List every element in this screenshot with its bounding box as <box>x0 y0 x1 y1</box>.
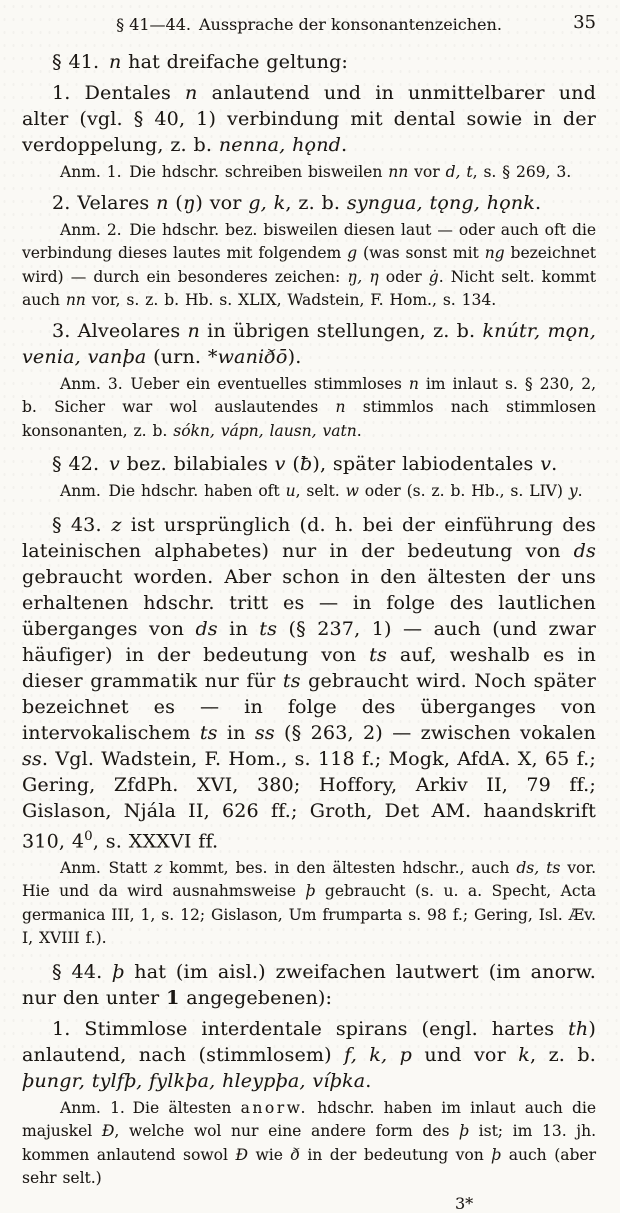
text-run: wie <box>247 1145 291 1164</box>
annotation-paragraph <box>22 219 596 313</box>
text-run: n <box>108 51 122 73</box>
text-run: hat (im aisl.) zweifachen lautwert (im anorw. nur den unter <box>22 960 596 1009</box>
text-run: . Nicht selt. kommt auch <box>22 267 597 309</box>
text-run: z <box>111 513 122 536</box>
text-run: g <box>347 244 358 262</box>
text-run: n <box>185 82 198 104</box>
text-run: , welche wol nur eine andere form des <box>114 1122 460 1141</box>
text-run: auf, weshalb es in dieser grammatik nur für <box>22 643 596 692</box>
text-run: angegebenen): <box>179 986 333 1009</box>
text-run: ts <box>259 617 278 640</box>
text-run: ŋ, η <box>347 267 379 286</box>
annotation-paragraph <box>22 373 596 444</box>
text-run: nn <box>388 163 409 181</box>
text-run: ts <box>199 721 218 744</box>
text-run: , s. § 269, 3. <box>472 163 572 181</box>
text-run: und vor <box>412 1043 519 1066</box>
text-run: þ <box>459 1122 470 1141</box>
text-run: v <box>540 453 552 475</box>
annotation-paragraph <box>22 480 596 504</box>
text-run: n <box>156 191 169 214</box>
text-run: bezeichnet wird) — durch ein besonderes zeichen: <box>22 244 596 286</box>
text-run: syngua, tǫng, hǫnk <box>346 191 535 214</box>
text-run: sókn, vápn, lausn, vatn <box>173 421 357 440</box>
text-run: þungr, tylfþ, fylkþa, hleypþa, víþka <box>22 1069 366 1092</box>
text-run: . <box>551 453 558 475</box>
text-run: (urn. <box>146 345 208 368</box>
text-run: ss <box>254 721 275 744</box>
text-run: Đ <box>235 1145 248 1164</box>
text-run: knútr, mǫn, venia, vanþa <box>22 319 596 368</box>
text-run: g, k <box>248 191 286 214</box>
text-run: ds <box>195 617 218 640</box>
text-run: . <box>365 1069 372 1092</box>
text-run: in <box>217 617 260 640</box>
text-run: *waniðō <box>207 345 288 368</box>
text-run: Anm. 3. Ueber ein eventuelles stimmloses <box>60 374 409 393</box>
text-run: anlautend und in unmittelbarer und alter (vgl. § 40, 1) verbindung mit dental sowie in der verdoppelung, z. b. <box>22 82 597 156</box>
text-run: ð <box>290 1145 300 1164</box>
signature-mark: 3* <box>455 1193 474 1213</box>
text-run: anorw. <box>240 1098 308 1117</box>
section-paragraph <box>22 512 596 854</box>
text-run: w <box>345 482 359 500</box>
text-run: . <box>356 421 362 440</box>
text-run: ts <box>369 643 387 666</box>
text-run: nenna, hǫnd <box>218 134 341 156</box>
text-run: ds <box>573 539 596 562</box>
text-run: 1. Dentales <box>52 82 186 104</box>
text-run: ), später labiodentales <box>312 453 541 475</box>
text-run: ). <box>287 345 302 368</box>
text-run: ts <box>282 669 301 692</box>
text-run: Anm. 1. Die ältesten <box>60 1098 241 1117</box>
text-run: . <box>341 134 348 156</box>
text-run: . Vgl. Wadstein, F. Hom., s. 118 f.; Mogk, AfdA. X, 65 f.; Gering, ZfdPh. XVI, 380; Hoffory, Arkiv II, 79 ff.; Gislason, Njála II, 626 ff.; Groth, Det AM. haandskrift 310, 4 <box>22 747 596 852</box>
section-paragraph <box>22 451 596 477</box>
text-run: § 41. <box>52 51 109 73</box>
text-run: . <box>577 482 583 500</box>
text-run: ng <box>484 244 505 262</box>
text-run: (§ 237, 1) — auch (und zwar häufiger) in der bedeutung von <box>22 617 596 666</box>
body-paragraph <box>22 318 596 370</box>
text-run: k <box>518 1043 530 1066</box>
text-run: ) vor <box>195 191 249 214</box>
text-run: vor. Hie und da wird ausnahmsweise <box>22 858 597 901</box>
text-run: gebraucht (s. u. a. Specht, Acta germanica III, 1, s. 12; Gislason, Um frumparta s. 98 f.; Gering, Isl. Æv. I, XVIII f.). <box>22 882 596 948</box>
text-run: n <box>187 319 200 342</box>
text-run: vor, s. z. b. Hb. s. XLIX, Wadstein, F. Hom., s. 134. <box>85 291 497 309</box>
text-run: oder <box>378 267 429 286</box>
text-run: Anm. Die hdschr. haben oft <box>60 482 286 500</box>
text-run: , s. XXXVI ff. <box>92 829 219 852</box>
text-run: vor <box>408 163 446 181</box>
text-run: (was sonst mit <box>357 244 485 262</box>
text-run: , z. b. <box>529 1043 596 1066</box>
running-title: § 41—44. Aussprache der konsonantenzeichen. <box>116 15 502 34</box>
text-run: ist; im 13. jh. kommen anlautend sowol <box>22 1122 596 1164</box>
text-run: nn <box>65 291 86 309</box>
text-run: stimmlos nach stimmlosen konsonanten, z. b. <box>22 398 596 440</box>
annotation-paragraph <box>22 857 596 951</box>
text-run: im inlaut s. § 230, 2, b. Sicher war wol auslautendes <box>22 374 597 416</box>
text-run: ŋ <box>182 191 196 214</box>
text-run: 3. Alveolares <box>52 319 188 342</box>
text-run: hdschr. haben im inlaut auch die majuskel <box>22 1098 597 1141</box>
text-run: Đ <box>101 1122 115 1141</box>
text-run: Anm. 1. Die hdschr. schreiben bisweilen <box>60 163 389 181</box>
text-run: hat dreifache geltung: <box>121 51 349 73</box>
text-run: ist ursprünglich (d. h. bei der einführung des lateinischen alphabetes) nur in der bedeutung von <box>22 513 596 562</box>
text-run: d, t <box>445 163 473 181</box>
text-run: u <box>285 482 296 500</box>
text-run: Anm. 2. Die hdschr. bez. bisweilen diesen laut — oder auch oft die verbindung dieses lautes mit folgendem <box>22 220 596 262</box>
text-run: in <box>217 721 255 744</box>
text-run: , selt. <box>295 482 346 500</box>
text-run: 2. Velares <box>52 191 157 214</box>
text-run: . <box>535 191 542 214</box>
text-run: z <box>154 858 163 877</box>
text-run: gebraucht wird. Noch später bezeichnet es — in folge des überganges von intervokalischem <box>22 669 596 744</box>
text-run: in der bedeutung von <box>299 1145 492 1164</box>
text-run: kommt, bes. in den ältesten hdschr., auch <box>162 858 517 877</box>
page-number: 35 <box>573 12 596 33</box>
text-run: ) anlautend, nach (stimmlosem) <box>22 1017 596 1066</box>
text-column <box>22 49 596 1191</box>
section-paragraph <box>22 49 596 75</box>
text-run: 1 <box>166 986 180 1009</box>
section-paragraph <box>22 959 596 1011</box>
text-run: § 42. <box>52 453 109 475</box>
page-header <box>22 10 596 36</box>
text-run: v <box>108 453 120 475</box>
text-run: bez. bilabiales <box>119 453 275 475</box>
body-paragraph <box>22 1016 596 1094</box>
body-paragraph <box>22 190 596 216</box>
text-run: f, k, p <box>344 1043 413 1066</box>
text-run: , z. b. <box>285 191 347 214</box>
page-footer <box>22 1194 596 1213</box>
text-run: ss <box>22 747 42 770</box>
text-run: ( <box>168 191 183 214</box>
text-run: ġ <box>428 267 439 286</box>
text-run: oder (s. z. b. Hb., s. LIV) <box>358 482 569 500</box>
text-run: in übrigen stellungen, z. b. <box>199 319 483 342</box>
text-run: þ <box>305 882 316 901</box>
text-run: 0 <box>84 828 93 844</box>
text-run: þ <box>112 960 125 983</box>
text-run: y <box>568 482 578 500</box>
text-run: auch (aber sehr selt.) <box>22 1145 596 1188</box>
text-run: v <box>274 453 286 475</box>
text-run: th <box>568 1017 589 1040</box>
text-run: n <box>408 374 419 393</box>
body-paragraph <box>22 80 596 158</box>
text-run: ds, ts <box>516 858 561 877</box>
text-run: ƀ <box>299 453 313 475</box>
text-run: § 44. <box>52 960 113 983</box>
annotation-paragraph <box>22 1097 596 1191</box>
text-run: ( <box>285 453 300 475</box>
text-run: gebraucht worden. Aber schon in den ältesten der uns erhaltenen hdschr. tritt es — in folge des lautlichen überganges von <box>22 565 596 640</box>
text-run: n <box>335 398 346 416</box>
text-run: Anm. Statt <box>60 858 155 877</box>
text-run: § 43. <box>52 513 112 536</box>
text-run: 1. Stimmlose interdentale spirans (engl. hartes <box>52 1017 569 1040</box>
text-run: (§ 263, 2) — zwischen vokalen <box>274 721 596 744</box>
text-run: þ <box>491 1145 502 1164</box>
annotation-paragraph <box>22 161 596 185</box>
